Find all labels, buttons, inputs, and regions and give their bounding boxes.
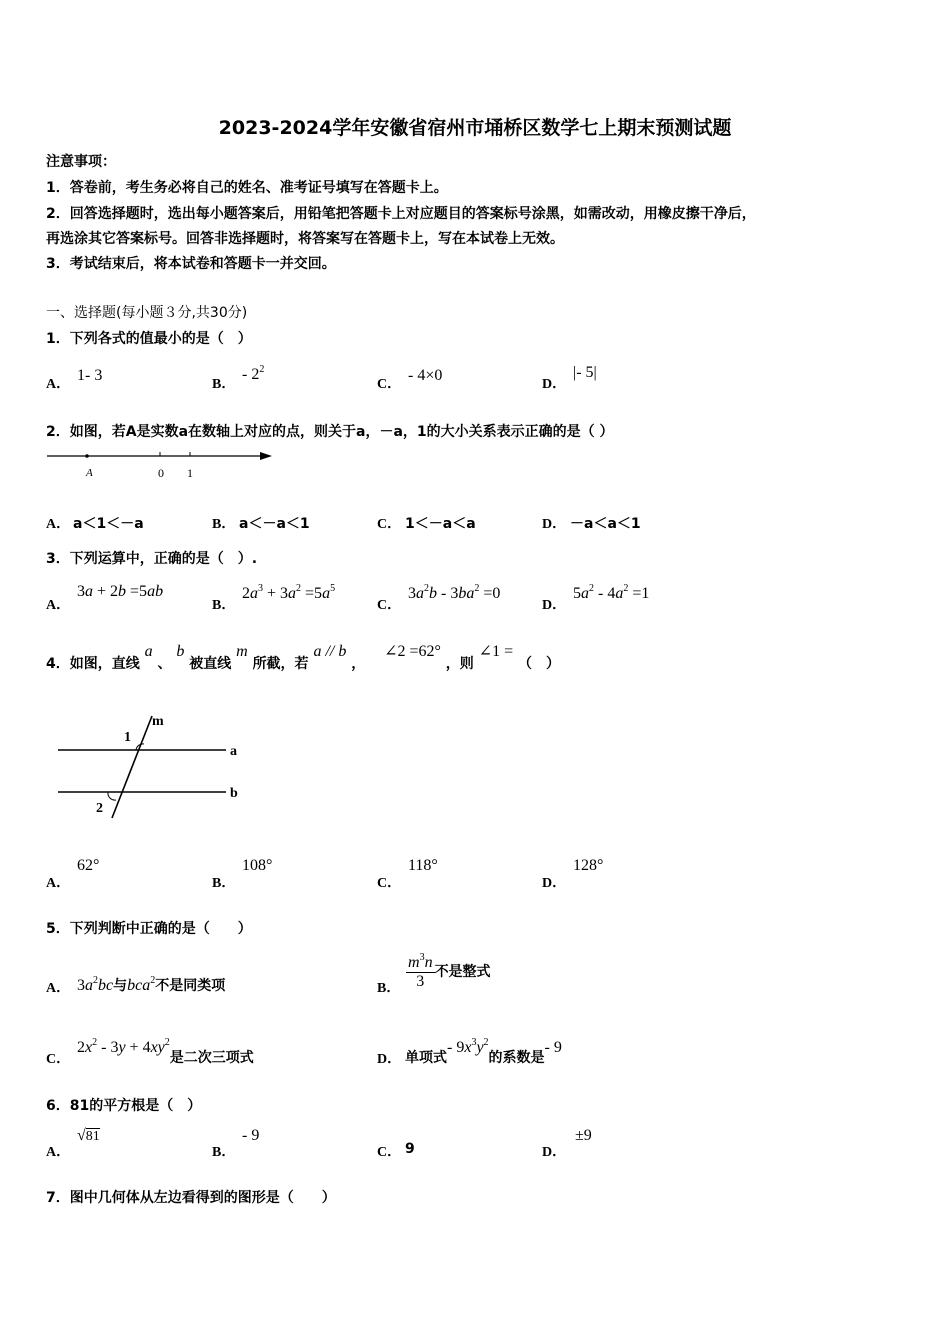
q1-option-d-label: D． (542, 377, 567, 392)
q2-option-b-label: B． (212, 517, 236, 532)
q1-option-a-label: A． (46, 377, 71, 392)
point-a (85, 454, 89, 458)
q2-option-c-label: C． (377, 517, 402, 532)
section-heading: 一、选择题(每小题３分,共30分) (46, 305, 248, 321)
q4-option-a: 62° (77, 857, 100, 874)
notice-item: 3．考试结束后，将本试卷和答题卡一并交回。 (46, 256, 336, 272)
q1-option-b: - $2^2$ (242, 364, 265, 383)
q3-option-c: $3a^2b - 3ba^2 =0$ (408, 583, 501, 602)
q4-option-b: 108° (242, 857, 273, 874)
label-a: a (230, 744, 237, 759)
q3-option-d-label: D． (542, 598, 567, 613)
parallel-lines-figure (44, 708, 274, 833)
notice-heading: 注意事项： (46, 154, 116, 170)
q3-option-a-label: A． (46, 598, 71, 613)
q2-option-c: 1＜－a＜a (405, 516, 476, 532)
notice-item: 2．回答选择题时，选出每小题答案后，用铅笔把答题卡上对应题目的答案标号涂黑，如需改动，用橡皮擦干净后， (46, 206, 756, 222)
q6-option-a-label: A． (46, 1145, 71, 1160)
q2-option-d: －a＜a＜1 (570, 516, 641, 532)
q1-option-d: |- 5| (573, 364, 597, 381)
q2-option-a-label: A． (46, 517, 71, 532)
q2-option-a: a＜1＜－a (73, 516, 144, 532)
q5-option-a-label: A． (46, 981, 71, 996)
question-6-stem: 6．81的平方根是（ ） (46, 1098, 202, 1114)
q6-option-d: ±9 (575, 1127, 592, 1144)
angle-2-arc (108, 792, 116, 800)
q5-option-d-label: D． (377, 1052, 402, 1067)
q2-option-b: a＜－a＜1 (239, 516, 310, 532)
q6-option-d-label: D． (542, 1145, 567, 1160)
q3-option-b: $2a^3 + 3a^2 =5a^5$ (242, 583, 336, 602)
transversal-m (112, 716, 152, 818)
label-angle-1: 1 (124, 730, 131, 745)
q5-option-a: $3a^2bc$与bca$^2$不是同类项 (77, 975, 226, 994)
q1-option-a: 1- 3 (77, 367, 103, 384)
label-b: b (230, 786, 238, 801)
q1-option-b-label: B． (212, 377, 236, 392)
q6-option-c-label: C． (377, 1145, 402, 1160)
number-line-arrow (260, 452, 272, 460)
notice-item: 再选涂其它答案标号。回答非选择题时，将答案写在答题卡上，写在本试卷上无效。 (46, 231, 564, 247)
page-title: 2023-2024学年安徽省宿州市埇桥区数学七上期末预测试题 (218, 117, 732, 139)
q5-option-c-label: C． (46, 1052, 71, 1067)
q3-option-b-label: B． (212, 598, 236, 613)
q4-option-a-label: A． (46, 876, 71, 891)
q4-option-b-label: B． (212, 876, 236, 891)
q4-option-d: 128° (573, 857, 604, 874)
notice-item: 1．答卷前，考生务必将自己的姓名、准考证号填写在答题卡上。 (46, 180, 448, 196)
q2-option-d-label: D． (542, 517, 567, 532)
number-line-figure (44, 444, 279, 484)
q5-option-b-label: B． (377, 981, 401, 996)
q5-option-b: $\frac{m^3n}{3}$ 不是整式 (408, 952, 491, 990)
q3-option-a: 3a + 2b =5ab (77, 583, 164, 600)
q4-option-d-label: D． (542, 876, 567, 891)
axis-label-zero: 0 (158, 466, 164, 480)
question-3-stem: 3．下列运算中，正确的是（ ）. (46, 551, 258, 567)
label-m: m (152, 714, 164, 729)
axis-label-a: A (86, 467, 93, 479)
q4-option-c-label: C． (377, 876, 402, 891)
q6-option-a: √81 (77, 1127, 100, 1144)
q3-option-c-label: C． (377, 598, 402, 613)
question-1-stem: 1．下列各式的值最小的是（ ） (46, 331, 252, 347)
q5-option-d: 单项式- $9x^3y^2$的系数是- 9 (405, 1037, 562, 1066)
q3-option-d: $5a^2 - 4a^2 =1$ (573, 583, 650, 602)
axis-label-one: 1 (187, 466, 193, 480)
q5-option-c: $2x^2 - 3y + 4xy^2$是二次三项式 (77, 1037, 254, 1066)
q6-option-c: 9 (405, 1141, 415, 1157)
q1-option-c-label: C． (377, 377, 402, 392)
question-5-stem: 5．下列判断中正确的是（ ） (46, 921, 252, 937)
label-angle-2: 2 (96, 801, 103, 816)
q1-option-c: - 4×0 (408, 367, 443, 384)
question-2-stem: 2．如图，若A是实数a在数轴上对应的点，则关于a，－a，1的大小关系表示正确的是（ ） (46, 424, 614, 440)
q4-option-c: 118° (408, 857, 438, 874)
question-4-stem: 4．如图，直线 a 、 b 被直线 m 所截，若 a // b ， ∠2 =62° ，则 ∠1 = （ ） (46, 643, 560, 672)
q6-option-b: - 9 (242, 1127, 260, 1144)
q6-option-b-label: B． (212, 1145, 236, 1160)
question-7-stem: 7．图中几何体从左边看得到的图形是（ ） (46, 1190, 336, 1206)
